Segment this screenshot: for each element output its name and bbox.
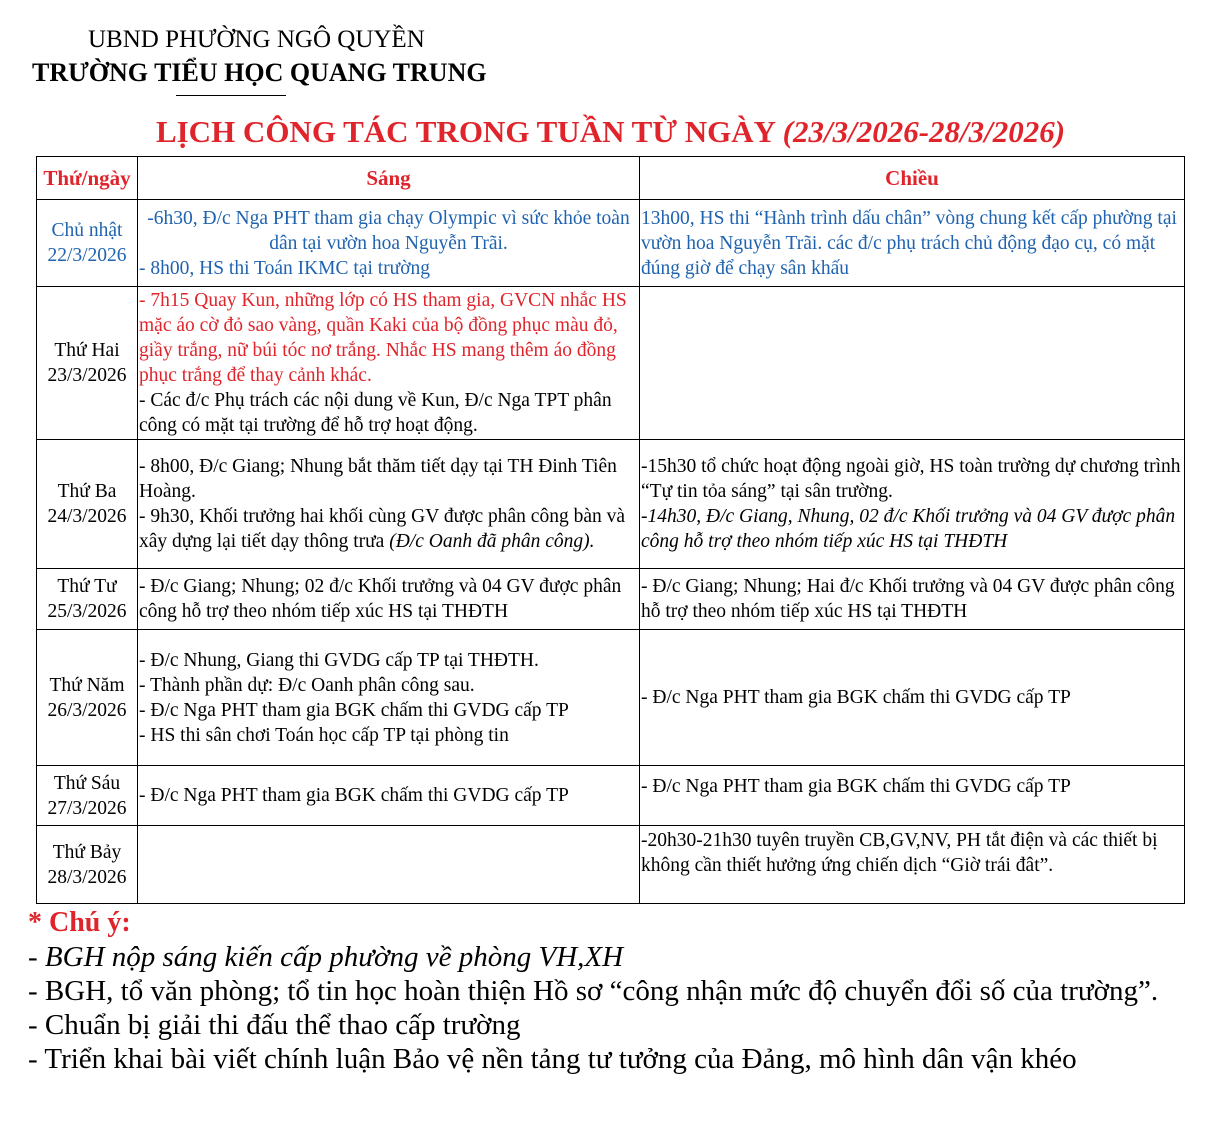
note-item: - Chuẩn bị giải thi đấu thể thao cấp trường (28, 1009, 521, 1041)
morning-item-wrap (139, 504, 638, 554)
table-row (37, 630, 1185, 766)
morning-item: - 8h00, Đ/c Giang; Nhung bắt thăm tiết dạy tại TH Đinh Tiên Hoàng. (139, 456, 617, 502)
afternoon-item: -15h30 tổ chức hoạt động ngoài giờ, HS toàn trường dự chương trình “Tự tin tỏa sáng” tại sân trường. (641, 456, 1181, 502)
morning-item: - Các đ/c Phụ trách các nội dung về Kun, Đ/c Nga TPT phân công có mặt tại trường để hỗ trợ hoạt động. (139, 390, 612, 436)
day-date: 24/3/2026 (47, 506, 127, 527)
morning-item: - HS thi sân chơi Toán học cấp TP tại phòng tin (139, 724, 509, 746)
afternoon-cell (640, 287, 1185, 440)
page-title (0, 114, 1221, 150)
afternoon-cell (640, 440, 1185, 569)
morning-item: - Đ/c Giang; Nhung; 02 đ/c Khối trưởng và 04 GV được phân công hỗ trợ theo nhóm tiếp xúc HS tại THĐTH (139, 576, 622, 622)
org-name: UBND PHƯỜNG NGÔ QUYỀN (88, 26, 425, 53)
morning-cell (138, 766, 640, 826)
day-name: Thứ Ba (57, 481, 117, 502)
afternoon-cell (640, 200, 1185, 287)
afternoon-item: - Đ/c Giang; Nhung; Hai đ/c Khối trưởng và 04 GV được phân công hỗ trợ theo nhóm tiếp xúc HS tại THĐTH (641, 576, 1175, 622)
day-cell (37, 287, 138, 440)
note-item: - Triển khai bài viết chính luận Bảo vệ nền tảng tư tưởng của Đảng, mô hình dân vận khéo (28, 1043, 1077, 1075)
table-header-row (37, 157, 1185, 200)
morning-cell (138, 826, 640, 904)
notes-section (28, 906, 1184, 1076)
day-date: 22/3/2026 (47, 245, 127, 266)
morning-cell (138, 569, 640, 630)
morning-cell (138, 440, 640, 569)
morning-item: -6h30, Đ/c Nga PHT tham gia chạy Olympic vì sức khỏe toàn dân tại vườn hoa Nguyễn Trãi. (147, 207, 630, 254)
day-date: 23/3/2026 (47, 365, 127, 386)
afternoon-cell (640, 766, 1185, 826)
day-date: 26/3/2026 (47, 699, 127, 721)
note-item: - BGH, tổ văn phòng; tổ tin học hoàn thiện Hồ sơ “công nhận mức độ chuyển đổi số của trường”. (28, 975, 1159, 1007)
day-name: Thứ Hai (54, 340, 120, 361)
afternoon-cell (640, 630, 1185, 766)
afternoon-item-text: -14h30, Đ/c Giang, Nhung, 02 đ/c Khối trưởng và 04 GV được phân công hỗ trợ theo nhóm tiếp xúc HS tại THĐTH (641, 506, 1176, 552)
day-cell (37, 200, 138, 287)
morning-cell (138, 630, 640, 766)
morning-cell (138, 200, 640, 287)
school-name: TRƯỜNG TIỂU HỌC QUANG TRUNG (32, 58, 487, 87)
afternoon-cell (640, 569, 1185, 630)
header-afternoon: Chiều (640, 157, 1185, 200)
header-morning: Sáng (138, 157, 640, 200)
table-row (37, 200, 1185, 287)
morning-item: - 9h30, Khối trưởng hai khối cùng GV được phân công bàn và xây dựng lại tiết dạy thông trưa (139, 506, 626, 552)
morning-item: - Đ/c Nga PHT tham gia BGK chấm thi GVDG cấp TP (139, 785, 569, 806)
afternoon-cell (640, 826, 1185, 904)
notes-heading: * Chú ý: (28, 907, 131, 938)
day-name: Thứ Sáu (53, 772, 121, 794)
morning-item: - Đ/c Nhung, Giang thi GVDG cấp TP tại THĐTH. (139, 649, 539, 671)
day-name: Thứ Bảy (52, 841, 122, 863)
morning-cell (138, 287, 640, 440)
note-item (28, 940, 1184, 974)
day-name: Thứ Tư (57, 576, 117, 597)
schedule-table (36, 156, 1185, 904)
title-dates: (23/3/2026-28/3/2026) (782, 114, 1066, 149)
afternoon-item: 13h00, HS thi “Hành trình dấu chân” vòng chung kết cấp phường tại vườn hoa Nguyễn Trãi. các đ/c phụ trách chủ động đạo cụ, có mặt đúng giờ để chạy sân khấu (641, 207, 1177, 279)
title-main: LỊCH CÔNG TÁC TRONG TUẦN TỪ NGÀY (155, 114, 783, 149)
afternoon-item: - Đ/c Nga PHT tham gia BGK chấm thi GVDG cấp TP (641, 687, 1071, 708)
table-row (37, 826, 1185, 904)
afternoon-item (641, 504, 1183, 554)
day-cell (37, 569, 138, 630)
day-date: 27/3/2026 (47, 797, 127, 819)
table-row (37, 440, 1185, 569)
day-name: Chủ nhật (51, 220, 123, 241)
day-name: Thứ Năm (49, 674, 125, 696)
morning-item: - 7h15 Quay Kun, những lớp có HS tham gia, GVCN nhắc HS mặc áo cờ đỏ sao vàng, quần Kaki của bộ đồng phục màu đỏ, giầy trắng, nữ búi tóc nơ trắng. Nhắc HS mang thêm áo đồng phục trắng để thay cảnh khác. (139, 290, 627, 386)
morning-item: - 8h00, HS thi Toán IKMC tại trường (139, 257, 431, 279)
header-day: Thứ/ngày (37, 157, 138, 200)
day-cell (37, 826, 138, 904)
morning-item: - Thành phần dự: Đ/c Oanh phân công sau. (139, 674, 475, 696)
table-row (37, 569, 1185, 630)
day-cell (37, 766, 138, 826)
day-date: 25/3/2026 (47, 601, 127, 622)
table-row (37, 287, 1185, 440)
note-text: - BGH nộp sáng kiến cấp phường về phòng VH,XH (28, 941, 624, 973)
afternoon-item: -20h30-21h30 tuyên truyền CB,GV,NV, PH tắt điện và các thiết bị không cần thiết hưởng ứng chiến dịch “Giờ trái đât”. (641, 830, 1158, 876)
day-cell (37, 440, 138, 569)
afternoon-item: - Đ/c Nga PHT tham gia BGK chấm thi GVDG cấp TP (641, 776, 1071, 797)
day-date: 28/3/2026 (47, 866, 127, 888)
divider (176, 95, 286, 96)
day-cell (37, 630, 138, 766)
morning-item-note: (Đ/c Oanh đã phân công). (389, 531, 595, 552)
table-row (37, 766, 1185, 826)
morning-item: - Đ/c Nga PHT tham gia BGK chấm thi GVDG cấp TP (139, 699, 569, 721)
